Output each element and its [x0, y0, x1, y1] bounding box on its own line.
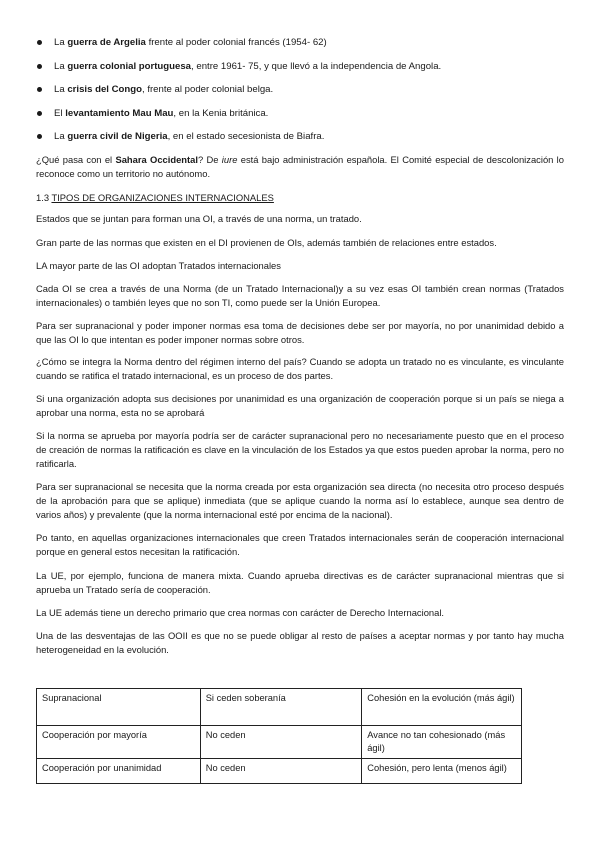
list-item: El levantamiento Mau Mau, en la Kenia británica.	[36, 107, 564, 131]
table-cell: Supranacional	[37, 689, 201, 726]
list-item: La guerra civil de Nigeria, en el estado secesionista de Biafra.	[36, 130, 564, 154]
table-cell: Si ceden soberanía	[200, 689, 362, 726]
list-item: La guerra colonial portuguesa, entre 1961- 75, y que llevó a la independencia de Angola.	[36, 60, 564, 84]
table-row	[37, 759, 522, 784]
table-cell: Cooperación por mayoría	[37, 726, 201, 759]
paragraph: ¿Cómo se integra la Norma dentro del régimen interno del país? Cuando se adopta un tratado no es vinculante, es vinculante cuando se ratifica el tratado internacional, es un proceso de dos partes.	[36, 356, 564, 381]
bullet-icon	[37, 64, 42, 69]
table-cell: Cohesión en la evolución (más ágil)	[362, 689, 522, 726]
table-cell: No ceden	[200, 759, 362, 784]
list-item: La guerra de Argelia frente al poder colonial francés (1954- 62)	[36, 36, 564, 60]
paragraph: Si la norma se aprueba por mayoría podría ser de carácter supranacional pero no necesariamente puesto que en el proceso de creación de normas la ratificación es clave en la vinculación de los Estados ya que estos pueden aprobar la norma, pero no ratificarla.	[36, 430, 564, 469]
bullet-icon	[37, 134, 42, 139]
comparison-table	[36, 688, 522, 784]
paragraph: Para ser supranacional y poder imponer normas esa toma de decisiones debe ser por mayoría, no por unanimidad debido a que las OI lo que intentan es poder imponer normas sobre otros.	[36, 320, 564, 345]
table-cell: No ceden	[200, 726, 362, 759]
table-row	[37, 689, 522, 726]
sahara-paragraph: ¿Qué pasa con el Sahara Occidental? De iure está bajo administración española. El Comité especial de descolonización lo reconoce como un territorio no autónomo.	[36, 154, 564, 179]
table-cell: Cohesión, pero lenta (menos ágil)	[362, 759, 522, 784]
table-row	[37, 726, 522, 759]
paragraph: Una de las desventajas de las OOII es que no se puede obligar al resto de países a aceptar normas y por tanto hay mucha heterogeneidad en la evolución.	[36, 630, 564, 655]
paragraph: La UE además tiene un derecho primario que crea normas con carácter de Derecho Internacional.	[36, 607, 445, 618]
section-heading: 1.3 TIPOS DE ORGANIZACIONES INTERNACIONALES	[36, 192, 274, 203]
list-item: La crisis del Congo, frente al poder colonial belga.	[36, 83, 564, 107]
bullet-icon	[37, 40, 42, 45]
paragraph: Gran parte de las normas que existen en el DI provienen de OIs, además también de relaciones entre estados.	[36, 237, 497, 248]
bullet-list	[36, 36, 564, 154]
table-cell: Cooperación por unanimidad	[37, 759, 201, 784]
paragraph: Po tanto, en aquellas organizaciones internacionales que creen Tratados internacionales serán de cooperación internacional porque en general estos necesitan la ratificación.	[36, 532, 564, 557]
paragraph: Cada OI se crea a través de una Norma (de un Tratado Internacional)y a su vez esas OI también crean normas (Tratados internacionales) o también leyes que no son TI, como puede ser la Unión Europea.	[36, 283, 564, 308]
table-cell: Avance no tan cohesionado (más ágil)	[362, 726, 522, 759]
paragraph: Para ser supranacional se necesita que la norma creada por esta organización sea directa (no necesita otro proceso después de la aprobación para que se aplique) inmediata (que se aplique cuando la norma así lo establece, aunque sea dentro de varios años) y prevalente (que la norma internacional esté por encima de la nacional).	[36, 481, 564, 520]
paragraph: Si una organización adopta sus decisiones por unanimidad es una organización de cooperación porque si un país se niega a aprobar una norma, esta no se aprobará	[36, 393, 564, 418]
paragraph: Estados que se juntan para forman una OI, a través de una norma, un tratado.	[36, 213, 362, 224]
bullet-icon	[37, 111, 42, 116]
paragraph: La UE, por ejemplo, funciona de manera mixta. Cuando aprueba directivas es de carácter supranacional mientras que si aprueba un Tratado sería de cooperación.	[36, 570, 564, 595]
bullet-icon	[37, 87, 42, 92]
paragraph: LA mayor parte de las OI adoptan Tratados internacionales	[36, 260, 281, 271]
